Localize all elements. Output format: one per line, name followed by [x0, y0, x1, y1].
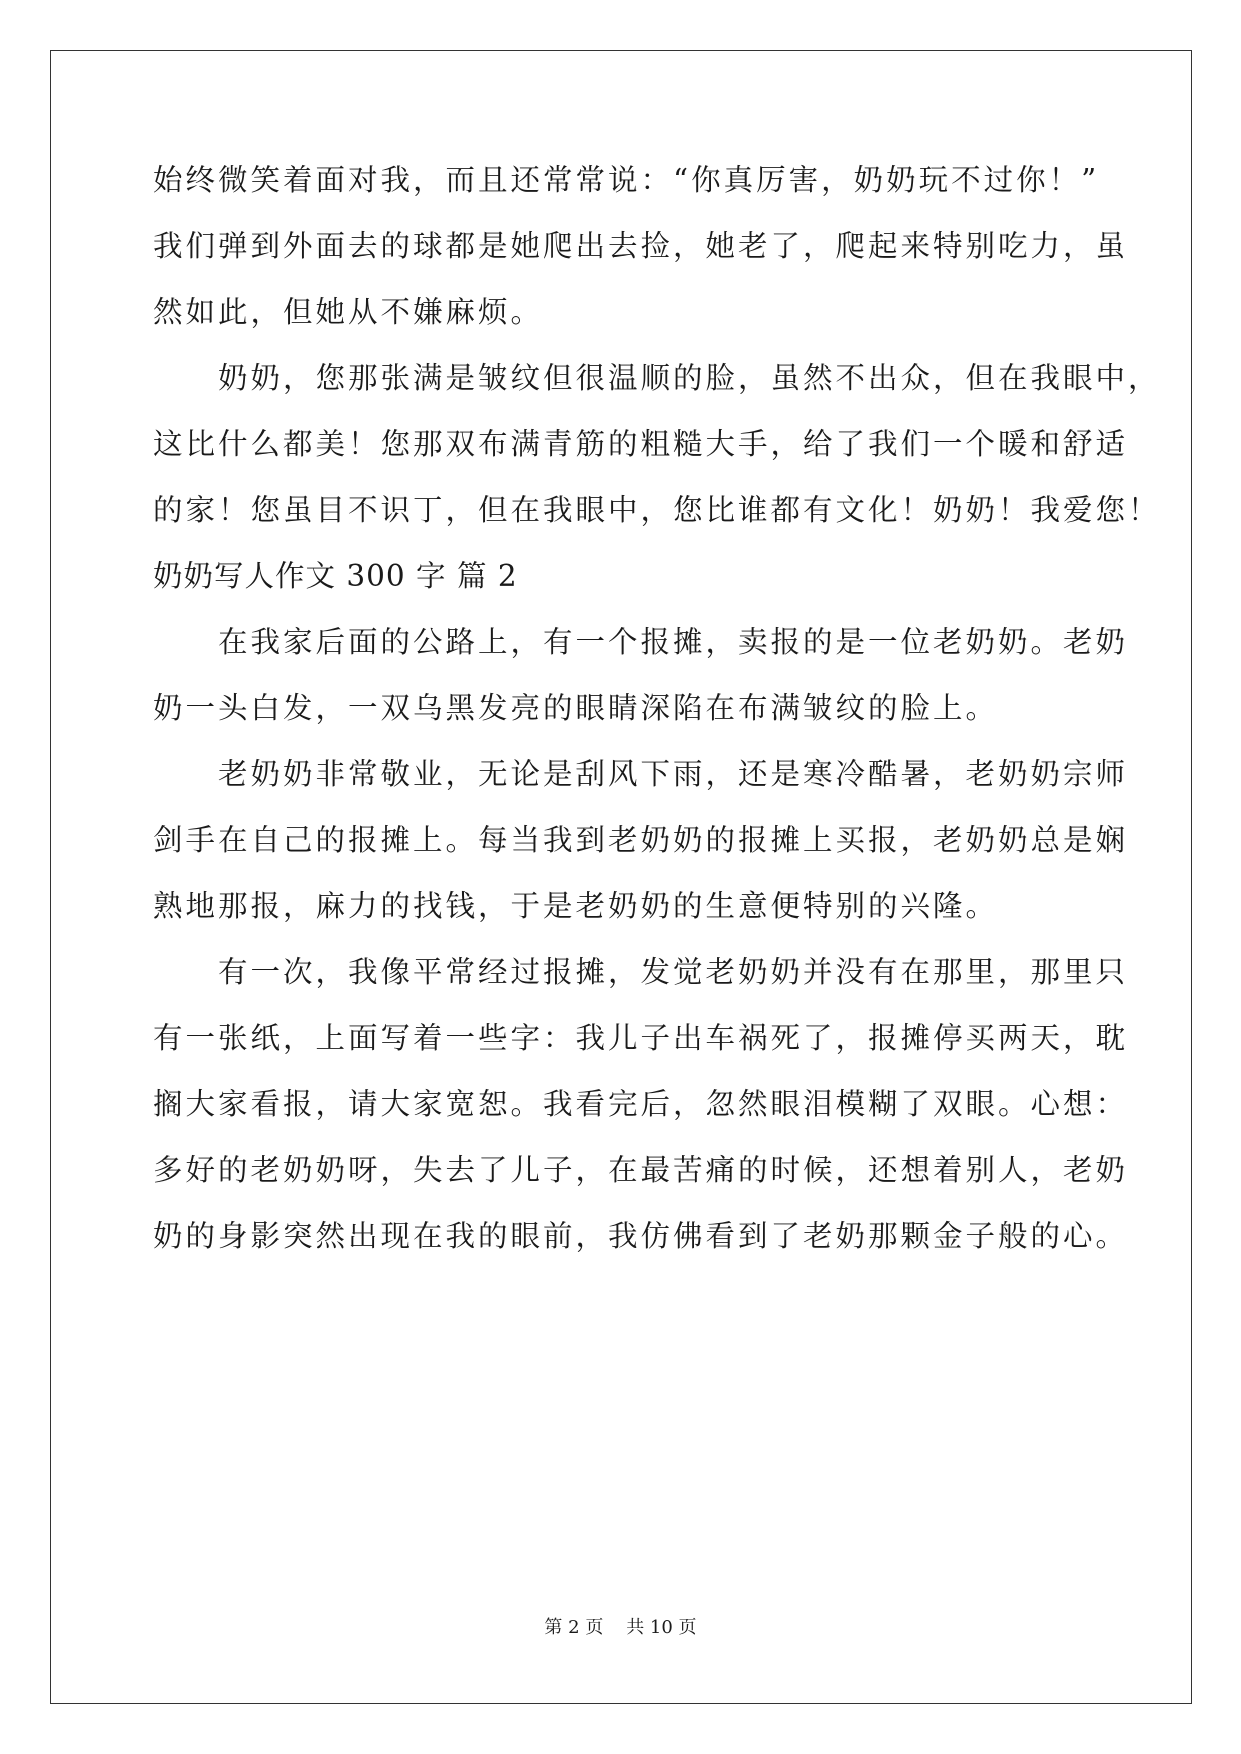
text-line: 多好的老奶奶呀，失去了儿子，在最苦痛的时候，还想着别人，老奶	[153, 1153, 1129, 1187]
text-line: 的家！您虽目不识丁，但在我眼中，您比谁都有文化！奶奶！我爱您！	[153, 493, 1161, 527]
text-line: 剑手在自己的报摊上。每当我到老奶奶的报摊上买报，老奶奶总是娴	[153, 823, 1129, 857]
text-line: 始终微笑着面对我，而且还常常说：“你真厉害，奶奶玩不过你！”	[153, 163, 1100, 197]
text-line: 这比什么都美！您那双布满青筋的粗糙大手，给了我们一个暖和舒适	[153, 427, 1129, 461]
text-line: 熟地那报，麻力的找钱，于是老奶奶的生意便特别的兴隆。	[153, 889, 999, 923]
section-heading: 奶奶写人作文 300 字 篇 2	[153, 559, 518, 593]
text-line: 有一次，我像平常经过报摊，发觉老奶奶并没有在那里，那里只	[153, 955, 1129, 989]
text-line: 奶的身影突然出现在我的眼前，我仿佛看到了老奶那颗金子般的心。	[153, 1219, 1129, 1253]
text-line: 有一张纸，上面写着一些字：我儿子出车祸死了，报摊停买两天，耽	[153, 1021, 1129, 1055]
text-line: 在我家后面的公路上，有一个报摊，卖报的是一位老奶奶。老奶	[153, 625, 1129, 659]
text-line: 搁大家看报，请大家宽恕。我看完后，忽然眼泪模糊了双眼。心想：	[153, 1087, 1129, 1121]
text-line: 老奶奶非常敬业，无论是刮风下雨，还是寒冷酷暑，老奶奶宗师	[153, 757, 1129, 791]
text-line: 然如此，但她从不嫌麻烦。	[153, 295, 544, 329]
page-number-footer: 第 2 页 共 10 页	[544, 1617, 697, 1638]
text-line: 我们弹到外面去的球都是她爬出去捡，她老了，爬起来特别吃力，虽	[153, 229, 1129, 263]
text-line: 奶奶，您那张满是皱纹但很温顺的脸，虽然不出众，但在我眼中，	[153, 361, 1161, 395]
text-line: 奶一头白发，一双乌黑发亮的眼睛深陷在布满皱纹的脸上。	[153, 691, 999, 725]
